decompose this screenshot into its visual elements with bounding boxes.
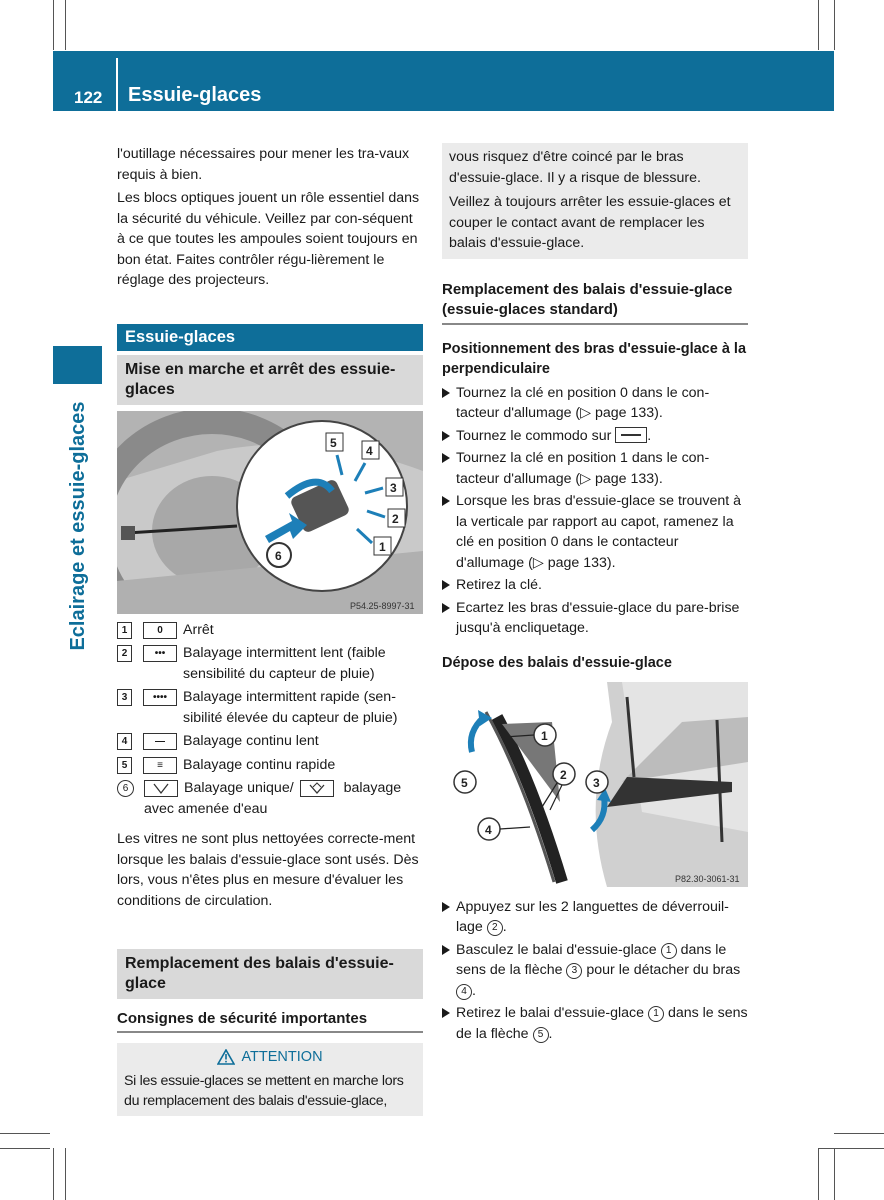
attention-label: ATTENTION [241, 1049, 323, 1065]
legend-number: 1 [117, 622, 132, 639]
heading-rule [117, 1031, 423, 1033]
steps-list [442, 897, 748, 1045]
wiper-blade-illustration [442, 682, 748, 887]
legend-text: Balayage unique/ [184, 780, 294, 796]
crop-mark [818, 1148, 884, 1149]
wiper-off-icon: 0 [143, 622, 177, 639]
crop-mark [65, 0, 66, 50]
interval-fast-icon: •••• [143, 689, 177, 706]
svg-text:5: 5 [330, 435, 337, 450]
continuous-slow-icon [615, 427, 647, 443]
bullet-arrow-icon [442, 603, 450, 613]
subheading: Positionnement des bras d'essuie-glace à la perpendiculaire [442, 340, 747, 377]
bullet-arrow-icon [442, 580, 450, 590]
left-column [117, 144, 423, 1116]
svg-text:4: 4 [366, 443, 373, 458]
legend-text: Balayage intermittent rapide (sen-sibilité élevée du capteur de pluie) [183, 689, 398, 726]
callout-number: 1 [661, 943, 677, 959]
legend-text: Balayage intermittent lent (faible sensibilité du capteur de pluie) [183, 645, 386, 682]
washer-wipe-icon [300, 780, 334, 797]
step-item [442, 491, 748, 573]
legend-number: 6 [117, 780, 134, 797]
bullet-arrow-icon [442, 453, 450, 463]
section-heading: Remplacement des balais d'essuie-glace (essuie-glaces standard) [442, 280, 733, 318]
crop-mark [818, 1148, 819, 1200]
crop-mark [834, 0, 835, 50]
legend-item [117, 755, 423, 776]
step-text: Lorsque les bras d'essuie-glace se trouvent à la verticale par rapport au capot, ramenez la clé en position 0 dans le contacteur d'allumage (▷ page 133). [456, 493, 742, 571]
crop-mark [53, 0, 54, 50]
header-separator [116, 58, 118, 111]
step-text: Retirez la clé. [456, 577, 542, 593]
figure-wiper-blade [442, 682, 748, 887]
chapter-tab-marker [53, 346, 102, 384]
step-item [442, 448, 748, 489]
step-item: Basculez le balai d'essuie-glace 1 dans le sens de la flèche 3 pour le détacher du bras 4 . [442, 940, 748, 1002]
svg-text:2: 2 [392, 511, 399, 526]
legend-item [117, 620, 423, 641]
warning-text: vous risquez d'être coincé par le bras d'essuie-glace. Il y a risque de blessure. [449, 149, 701, 186]
svg-text:1: 1 [541, 728, 548, 743]
bullet-arrow-icon [442, 1008, 450, 1018]
step-text: Tournez la clé en position 1 dans le con-tacteur d'allumage (▷ page 133). [456, 450, 710, 487]
body-paragraph: Les vitres ne sont plus nettoyées correcte-ment lorsque les balais d'essuie-glace sont usés. Dès lors, vous n'êtes plus en mesure d'évaluer les conditions de circulation. [117, 831, 419, 909]
legend-item [117, 778, 423, 819]
callout-number: 4 [456, 984, 472, 1000]
legend-text: Arrêt [183, 621, 214, 638]
chapter-tab-label: Eclairage et essuie-glaces [67, 401, 89, 651]
crop-mark [0, 1133, 50, 1134]
legend-number: 4 [117, 733, 132, 750]
callout-number: 5 [533, 1027, 549, 1043]
subsection-heading: Remplacement des balais d'essuie-glace [117, 949, 423, 999]
crop-mark [0, 1148, 50, 1149]
heading-rule [442, 323, 748, 325]
crop-mark [834, 1133, 884, 1134]
svg-text:1: 1 [379, 539, 386, 554]
crop-mark [65, 1148, 66, 1200]
intro-paragraph: l'outillage nécessaires pour mener les tra-vaux requis à bien. [117, 146, 410, 183]
figure-code: P54.25-8997-31 [350, 600, 415, 611]
legend-list [117, 620, 423, 820]
warning-box-continued [442, 143, 748, 259]
step-text: Ecartez les bras d'essuie-glace du pare-brise jusqu'à encliquetage. [456, 599, 740, 636]
callout-number: 3 [566, 963, 582, 979]
crop-mark [818, 0, 819, 50]
step-item [442, 383, 748, 424]
svg-text:6: 6 [275, 548, 282, 563]
legend-number: 5 [117, 757, 132, 774]
callout-number: 1 [648, 1006, 664, 1022]
legend-text: Balayage continu lent [183, 733, 319, 749]
page-title: Essuie-glaces [128, 84, 262, 106]
bullet-arrow-icon [442, 431, 450, 441]
svg-text:5: 5 [461, 775, 468, 790]
safety-heading: Consignes de sécurité importantes [117, 1010, 368, 1027]
crop-mark [834, 1148, 835, 1200]
figure-code: P82.30-3061-31 [675, 873, 740, 884]
section-heading: Essuie-glaces [117, 324, 423, 351]
legend-text-cont: balayage avec amenée d'eau [144, 780, 402, 817]
legend-item [117, 643, 423, 684]
legend-item [117, 731, 423, 752]
right-column [442, 143, 748, 1046]
bullet-arrow-icon [442, 945, 450, 955]
figure-wiper-stalk [117, 411, 423, 614]
steps-list [442, 383, 748, 639]
step-item: Retirez le balai d'essuie-glace 1 dans le sens de la flèche 5 . [442, 1003, 748, 1044]
callout-number: 2 [487, 920, 503, 936]
wiper-stalk-illustration [117, 411, 423, 614]
subheading: Dépose des balais d'essuie-glace [442, 654, 672, 671]
legend-number: 3 [117, 689, 132, 706]
single-wipe-icon [144, 780, 178, 797]
intro-paragraph: Les blocs optiques jouent un rôle essentiel dans la sécurité du véhicule. Veillez par con-séquent à ce que toutes les ampoules soient toujours en bon état. Faites contrôler régu-lièrement le réglage des projecteurs. [117, 190, 420, 288]
step-item [442, 598, 748, 639]
warning-text: Si les essuie-glaces se mettent en marche lors du remplacement des balais d'essuie-glace, [124, 1072, 404, 1109]
step-item: Tournez le commodo sur . [442, 426, 748, 447]
step-text: Tournez le commodo sur [456, 427, 612, 444]
legend-number: 2 [117, 645, 132, 662]
svg-text:3: 3 [390, 480, 397, 495]
crop-mark [53, 1148, 54, 1200]
svg-text:3: 3 [593, 775, 600, 790]
step-text: Tournez la clé en position 0 dans le con-tacteur d'allumage (▷ page 133). [456, 384, 710, 421]
warning-box [117, 1043, 423, 1116]
bullet-arrow-icon [442, 388, 450, 398]
continuous-slow-icon: — [143, 733, 177, 750]
svg-text:4: 4 [485, 822, 492, 837]
continuous-fast-icon: ≡ [143, 757, 177, 774]
svg-text:2: 2 [560, 767, 567, 782]
subsection-heading: Mise en marche et arrêt des essuie-glaces [117, 355, 423, 405]
step-item [442, 575, 748, 596]
legend-item [117, 687, 423, 728]
bullet-arrow-icon [442, 902, 450, 912]
legend-text: Balayage continu rapide [183, 756, 336, 773]
page-number: 122 [74, 88, 103, 107]
step-item: Appuyez sur les 2 languettes de déverrouil-lage 2 . [442, 897, 748, 938]
warning-triangle-icon [217, 1049, 235, 1065]
interval-slow-icon: ••• [143, 645, 177, 662]
warning-text: Veillez à toujours arrêter les essuie-glaces et couper le contact avant de remplacer les balais d'essuie-glace. [449, 194, 731, 251]
bullet-arrow-icon [442, 496, 450, 506]
